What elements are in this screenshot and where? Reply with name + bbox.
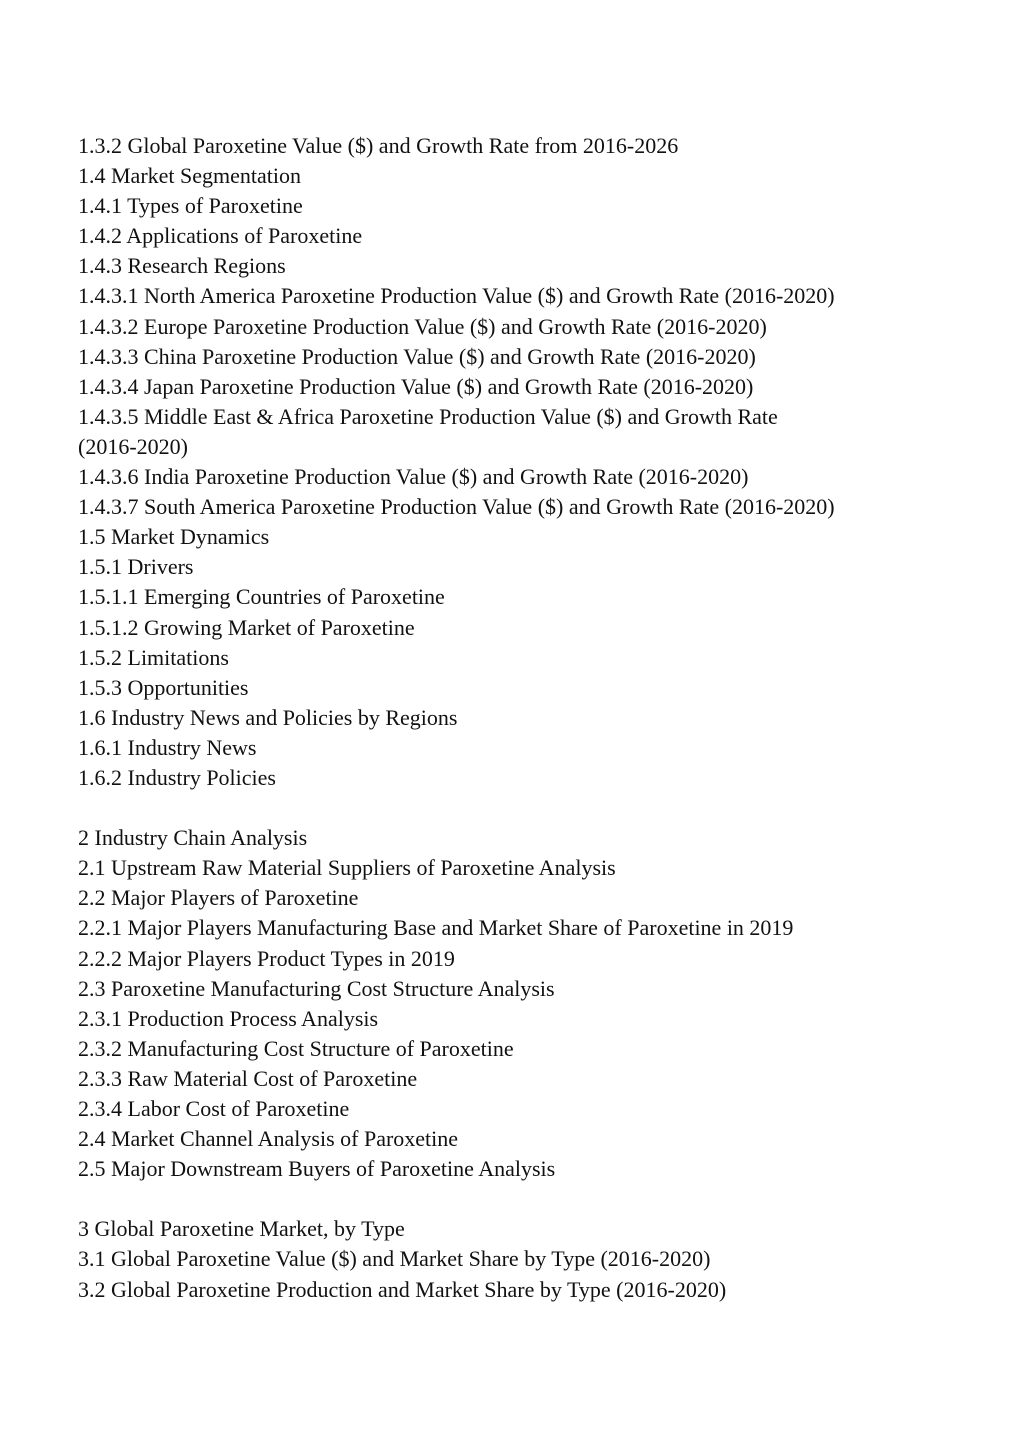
toc-line: 2.3.4 Labor Cost of Paroxetine — [78, 1096, 350, 1121]
toc-line: 3.1 Global Paroxetine Value ($) and Market Share by Type (2016-2020) — [78, 1246, 711, 1272]
toc-line: 1.4.3.7 South America Paroxetine Production Value ($) and Growth Rate (2016-2020) — [78, 494, 835, 520]
toc-line: 2.2 Major Players of Paroxetine — [78, 885, 359, 911]
toc-line: 2.3.1 Production Process Analysis — [78, 1005, 379, 1031]
toc-line: 1.4.3.2 Europe Paroxetine Production Value ($) and Growth Rate (2016-2020) — [78, 313, 767, 339]
toc-section-1 — [78, 131, 958, 793]
toc-line: 1.5.3 Opportunities — [78, 674, 249, 700]
toc-line: 2.5 Major Downstream Buyers of Paroxetine Analysis — [78, 1156, 556, 1182]
toc-section-3 — [78, 1214, 958, 1304]
toc-line: 2.1 Upstream Raw Material Suppliers of Paroxetine Analysis — [78, 855, 616, 881]
toc-line: 1.4.3 Research Regions — [78, 253, 286, 279]
toc-line: 1.5.1.1 Emerging Countries of Paroxetine — [78, 584, 445, 610]
toc-line: 2.4 Market Channel Analysis of Paroxetine — [78, 1126, 459, 1152]
toc-line: 2.2.2 Major Players Product Types in 2019 — [78, 945, 455, 971]
toc-line: (2016-2020) — [78, 433, 188, 459]
toc-line: 2.3.3 Raw Material Cost of Paroxetine — [78, 1065, 418, 1091]
toc-line: 2.2.1 Major Players Manufacturing Base and Market Share of Paroxetine in 2019 — [78, 915, 794, 941]
toc-line: 2.3 Paroxetine Manufacturing Cost Structure Analysis — [78, 975, 555, 1001]
toc-line: 1.4.2 Applications of Paroxetine — [78, 223, 363, 249]
toc-line: 1.6.1 Industry News — [78, 734, 257, 760]
toc-line: 1.4.3.1 North America Paroxetine Production Value ($) and Growth Rate (2016-2020) — [78, 283, 835, 309]
toc-line: 1.4 Market Segmentation — [78, 163, 302, 189]
document-page — [78, 131, 958, 1305]
toc-line: 1.3.2 Global Paroxetine Value ($) and Growth Rate from 2016-2026 — [78, 133, 679, 158]
toc-line: 2.3.2 Manufacturing Cost Structure of Paroxetine — [78, 1035, 514, 1061]
toc-line: 1.4.3.3 China Paroxetine Production Value ($) and Growth Rate (2016-2020) — [78, 343, 756, 369]
section-spacer — [78, 1184, 958, 1214]
section-spacer — [78, 793, 958, 823]
toc-line: 1.4.3.4 Japan Paroxetine Production Value ($) and Growth Rate (2016-2020) — [78, 373, 754, 399]
toc-line: 1.6.2 Industry Policies — [78, 764, 276, 790]
toc-line: 1.5.2 Limitations — [78, 644, 229, 670]
toc-line: 1.4.1 Types of Paroxetine — [78, 193, 303, 219]
toc-line: 1.4.3.5 Middle East & Africa Paroxetine Production Value ($) and Growth Rate — [78, 403, 778, 429]
toc-line: 1.5.1 Drivers — [78, 554, 194, 580]
toc-line: 1.6 Industry News and Policies by Regions — [78, 704, 458, 730]
toc-line: 3.2 Global Paroxetine Production and Market Share by Type (2016-2020) — [78, 1276, 727, 1302]
toc-heading: 2 Industry Chain Analysis — [78, 825, 308, 851]
toc-line: 1.4.3.6 India Paroxetine Production Value ($) and Growth Rate (2016-2020) — [78, 464, 749, 490]
toc-line: 1.5 Market Dynamics — [78, 524, 270, 550]
toc-heading: 3 Global Paroxetine Market, by Type — [78, 1216, 405, 1242]
toc-line: 1.5.1.2 Growing Market of Paroxetine — [78, 614, 415, 640]
toc-section-2 — [78, 823, 958, 1184]
